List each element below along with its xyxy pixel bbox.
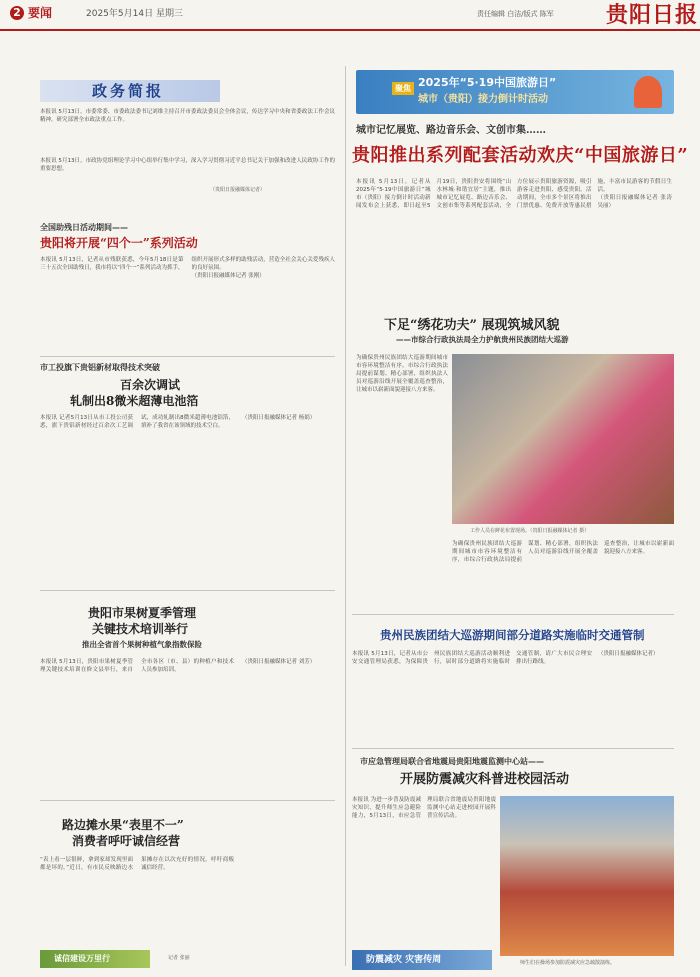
battery-kicker: 市工投旗下贵铝新材取得技术突破 [40, 363, 160, 372]
divider [40, 590, 335, 591]
editors-credit: 责任编辑 白洁/版式 陈军 [477, 10, 554, 18]
page-header [0, 0, 700, 30]
issue-date: 2025年5月14日 星期三 [86, 9, 183, 19]
stall-title-1: 路边摊水果“表里不一” [62, 818, 184, 832]
brief-title: 政务简报 [92, 82, 165, 100]
flower-photo [452, 354, 674, 524]
column-divider [345, 66, 346, 966]
hero-headline: 贵阳推出系列配套活动欢庆“中国旅游日” [352, 145, 689, 166]
battery-title-2: 轧制出8微米超薄电池箔 [70, 394, 199, 408]
quake-footer-banner [352, 950, 492, 970]
newspaper-logo: 贵阳日报 [606, 2, 699, 28]
hero-kicker: 城市记忆展览、路边音乐会、文创市集…… [356, 125, 546, 136]
quake-footer-label: 防震减灾 灾害传周 [366, 955, 442, 965]
header-rule [0, 29, 700, 31]
stall-body: “表上看一层很鲜，拿到家却发现里面都是坏的。”近日，有市民反映路边水果摊存在以次充好的情况，呼吁商贩诚信经营。 [40, 857, 234, 871]
tourism-day-banner [356, 70, 674, 114]
quake-kicker: 市应急管理局联合省地震局贵阳地震监测中心站—— [360, 757, 544, 766]
fruit-body: 本报讯 5月13日，贵阳市果树夏季管理关键技术培训在修文县举行，来自全市各区（市、县）的种植户和技术人员参加培训。 （贵阳日报融媒体记者 刘芳） [40, 659, 316, 673]
fruit-title-2: 关键技术培训举行 [92, 622, 189, 636]
integrity-banner [40, 950, 150, 968]
stall-footer-note: 记者 张丽 [168, 955, 190, 961]
embroidery-body-cont: 为确保贵州民族团结大巡游期间城市市容环境整洁有序，市综合行政执法局提前谋划、精心部署，组织执法人员对巡游沿线开展全覆盖巡查整治，让城市以崭新面貌迎接八方来客。 [452, 541, 674, 563]
four-one-kicker: 全国助残日活动期间—— [40, 223, 128, 232]
school-drill-photo [500, 796, 674, 956]
four-one-title: 贵阳将开展“四个一”系列活动 [40, 236, 198, 250]
divider [352, 614, 674, 615]
embroidery-subtitle: ——市综合行政执法局全力护航贵州民族团结大巡游 [396, 335, 569, 344]
hero-body: 本报讯 5月13日，记者从2025年“5·19中国旅游日”城市（贵阳）接力倒计时活动新闻发布会上获悉，即日起至5月19日，贵阳贵安将围绕“山水林城·和谐宜居”主题，推出城市记忆展览、路边音乐会、文创市集等系列配套活动，全方位展示贵阳旅游资源，吸引游客走进贵阳、感受贵阳。活动期间，全市多个景区将推出门票优惠、免费开放等惠民措施，丰富市民游客的节假日生活。 （贵阳日报融媒体记者 张涛 吴丽） [356, 179, 672, 209]
fruit-subtitle: 推出全省首个果树种植气象指数保险 [82, 640, 202, 649]
banner-line-1: 2025年“5·19中国旅游日” [418, 76, 557, 89]
brief-item: 本报讯 5月13日，市政协党组理论学习中心组举行集中学习，深入学习贯彻习近平总书记关于加强和改进人民政协工作的重要思想。 [40, 158, 335, 172]
page-number-badge: 2 [10, 6, 24, 20]
divider [352, 748, 674, 749]
quake-title: 开展防震减灾科普进校园活动 [400, 772, 570, 787]
traffic-body: 本报讯 5月13日，记者从市公安交通管理局获悉，为保障贵州民族团结大巡游活动顺利进行，届时部分道路将实施临时交通管制，请广大市民合理安排出行路线。 （贵阳日报融媒体记者） [352, 651, 659, 665]
embroidery-title: 下足“绣花功夫” 展现筑城风貌 [384, 318, 560, 333]
embroidery-body: 为确保贵州民族团结大巡游期间城市市容环境整洁有序，市综合行政执法局提前谋划、精心部署，组织执法人员对巡游沿线开展全覆盖巡查整治，让城市以崭新面貌迎接八方来客。 [356, 355, 448, 393]
photo-caption: 工作人员在鲜花布置现场。（贵阳日报融媒体记者 摄） [470, 528, 590, 534]
brief-item: 本报讯 5月13日，市委常委、市委政法委书记刘维主持召开市委政法委员会全体会议，传达学习中央和省委政法工作会议精神，研究部署全市政法重点工作。 [40, 109, 335, 123]
divider [40, 356, 335, 357]
fruit-title-1: 贵阳市果树夏季管理 [88, 606, 197, 620]
quake-body: 本报讯 为进一步普及防震减灾知识，提升师生应急避险能力，5月13日，市应急管理局联合省地震局贵阳地震监测中心站走进校园开展科普宣传活动。 [352, 797, 496, 819]
quake-photo-caption: 师生们在操场参加防震减灾应急疏散演练。 [520, 960, 616, 966]
divider [40, 800, 335, 801]
rooster-icon [634, 76, 662, 108]
traffic-title: 贵州民族团结大巡游期间部分道路实施临时交通管制 [380, 628, 645, 642]
battery-title-1: 百余次调试 [120, 378, 181, 392]
four-one-body: 本报讯 5月13日，记者从市残联获悉，今年5月18日是第三十五次全国助残日，我市将以“四个一”系列活动为抓手，组织开展形式多样的助残活动，营造全社会关心关爱残疾人的良好氛围。 （贵阳日报融媒体记者 张刚） [40, 257, 335, 279]
integrity-label: 诚信建设万里行 [54, 954, 110, 963]
brief-title-banner [40, 80, 220, 102]
banner-tag: 聚焦 [392, 82, 414, 95]
battery-body: 本报讯 记者5月13日从市工投公司获悉，旗下贵铝新材经过百余次工艺调试，成功轧制出8微米超薄电池铝箔，填补了我省在该领域的技术空白。 （贵阳日报融媒体记者 杨娟） [40, 415, 316, 429]
brief-source: （贵阳日报融媒体记者） [210, 187, 266, 193]
banner-line-2: 城市（贵阳）接力倒计时活动 [418, 94, 548, 105]
stall-title-2: 消费者呼吁诚信经营 [72, 834, 181, 848]
section-title: 要闻 [28, 6, 53, 20]
